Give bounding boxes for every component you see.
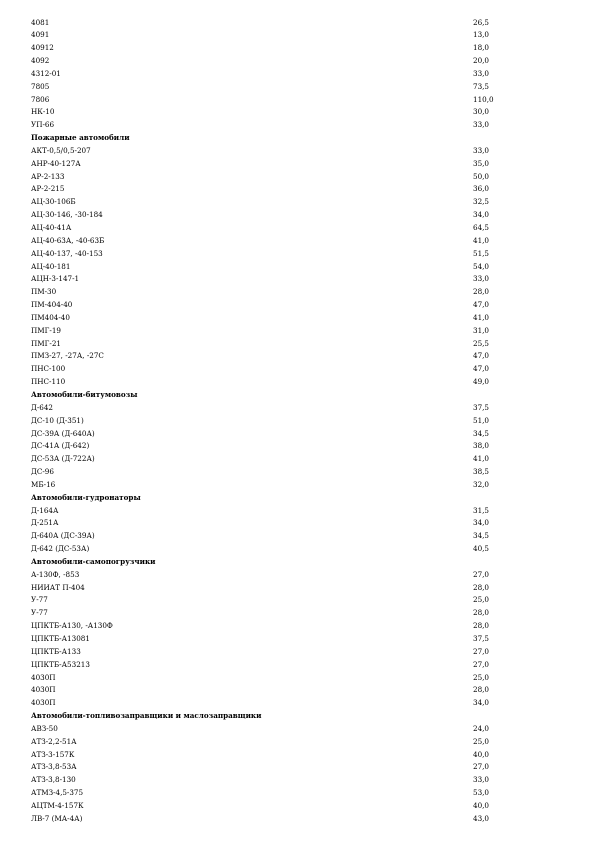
table-row <box>31 55 517 68</box>
table-row <box>31 659 517 672</box>
table-row <box>31 209 517 222</box>
norm-value: 36,0 <box>473 184 490 194</box>
table-row <box>31 325 517 338</box>
norm-value: 38,0 <box>473 441 490 451</box>
norm-value: 37,5 <box>473 634 490 643</box>
norm-value: 64,5 <box>473 223 490 232</box>
vehicle-model: Д-640А (ДС-39А) <box>31 531 95 541</box>
norm-value: 40,0 <box>473 800 490 810</box>
vehicle-model: АТЗ-3,8-53А <box>31 762 77 772</box>
norm-value: 28,0 <box>473 287 490 297</box>
vehicle-model: ПМГ-21 <box>31 338 61 348</box>
vehicle-model: АЦН-3-147-1 <box>31 274 80 284</box>
norm-value: 51,0 <box>473 415 490 425</box>
norm-value: 25,5 <box>473 338 490 348</box>
norm-value <box>473 132 517 145</box>
table-row <box>31 94 517 107</box>
section-header-row <box>31 389 517 402</box>
table-row <box>31 569 517 582</box>
table-row <box>31 17 517 30</box>
table-row <box>31 543 517 556</box>
norm-value: 28,0 <box>473 582 490 592</box>
norm-value: 37,5 <box>473 402 490 412</box>
norm-value: 31,0 <box>473 325 490 335</box>
table-row <box>31 736 517 749</box>
vehicle-model: ДС-39А (Д-640А) <box>31 428 95 438</box>
table-row <box>31 672 517 685</box>
table-row <box>31 428 517 441</box>
vehicle-model: ЦПКТБ-А53213 <box>31 659 90 669</box>
table-row <box>31 761 517 774</box>
section-title: Автомобили-гудронаторы <box>31 492 141 502</box>
norm-value: 28,0 <box>473 685 490 695</box>
table-row <box>31 261 517 274</box>
vehicle-model: НИИАТ П-404 <box>31 582 85 592</box>
norm-value: 38,5 <box>473 467 490 477</box>
norm-value: 25,0 <box>473 672 490 682</box>
vehicle-model: АТЗ-3,8-130 <box>31 775 76 785</box>
norm-value: 32,0 <box>473 479 490 489</box>
norm-value: 47,0 <box>473 364 490 374</box>
vehicle-model: АТМЗ-4,5-375 <box>31 788 84 798</box>
table-row <box>31 505 517 518</box>
vehicle-model: 4092 <box>31 56 50 66</box>
vehicle-model: Д-642 (ДС-53А) <box>31 544 90 554</box>
norm-value: 54,0 <box>473 261 490 271</box>
vehicle-model: 4030П <box>31 685 56 695</box>
norm-value: 32,5 <box>473 197 490 207</box>
norm-value: 33,0 <box>473 68 490 78</box>
table-row <box>31 723 517 736</box>
norm-value: 27,0 <box>473 569 490 579</box>
section-header-row <box>31 132 517 145</box>
table-row <box>31 42 517 55</box>
norm-value: 41,0 <box>473 312 490 322</box>
vehicle-model: Д-251А <box>31 518 59 528</box>
table-row <box>31 402 517 415</box>
norm-value: 30,0 <box>473 107 490 117</box>
norm-value: 33,0 <box>473 145 490 155</box>
norm-value: 33,0 <box>473 775 490 785</box>
norm-value: 34,0 <box>473 518 490 528</box>
norm-value: 50,0 <box>473 171 490 181</box>
vehicle-model: АТЗ-2,2-51А <box>31 736 77 746</box>
table-row <box>31 299 517 312</box>
vehicle-model: 4312-01 <box>31 68 61 78</box>
table-row <box>31 29 517 42</box>
vehicle-model: АЦ-30-146, -30-184 <box>31 210 103 220</box>
norm-value: 40,0 <box>473 749 490 759</box>
table-row <box>31 684 517 697</box>
table-row <box>31 376 517 389</box>
section-title: Автомобили-топливозаправщики и маслозаправщики <box>31 711 262 721</box>
norm-value: 35,0 <box>473 158 490 168</box>
vehicle-model: 40912 <box>31 43 54 53</box>
norm-value: 25,0 <box>473 595 490 605</box>
table-row <box>31 607 517 620</box>
norm-value: 27,0 <box>473 646 490 656</box>
fuel-norms-table-body <box>31 17 517 826</box>
norm-value: 49,0 <box>473 377 490 387</box>
norm-value: 34,5 <box>473 428 490 438</box>
vehicle-model: У-77 <box>31 595 48 605</box>
norm-value: 73,5 <box>473 81 490 91</box>
vehicle-model: У-77 <box>31 608 48 618</box>
vehicle-model: ДС-10 (Д-351) <box>31 415 84 425</box>
table-row <box>31 363 517 376</box>
vehicle-model: АЦ-40-63А, -40-63Б <box>31 235 105 245</box>
vehicle-model: 4030П <box>31 672 56 682</box>
vehicle-model: ЛВ-7 (МА-4А) <box>31 813 83 823</box>
vehicle-model: ПМ-404-40 <box>31 300 73 310</box>
table-row <box>31 530 517 543</box>
table-row <box>31 582 517 595</box>
norm-value: 51,5 <box>473 248 490 258</box>
vehicle-model: МБ-16 <box>31 479 56 489</box>
norm-value: 53,0 <box>473 788 490 798</box>
vehicle-model: 4081 <box>31 17 50 27</box>
norm-value: 110,0 <box>473 94 494 104</box>
vehicle-model: ПМ-30 <box>31 287 57 297</box>
vehicle-model: АЦ-30-106Б <box>31 197 76 207</box>
table-row <box>31 183 517 196</box>
vehicle-model: ЦПКТБ-А13081 <box>31 634 90 643</box>
norm-value: 28,0 <box>473 608 490 618</box>
section-title: Пожарные автомобили <box>31 133 130 143</box>
vehicle-model: АВЗ-50 <box>31 723 58 733</box>
vehicle-model: АКТ-0,5/0,5-207 <box>31 145 91 155</box>
table-row <box>31 68 517 81</box>
vehicle-model: АТЗ-3-157К <box>31 749 75 759</box>
table-row <box>31 646 517 659</box>
vehicle-model: АЦТМ-4-157К <box>31 800 84 810</box>
table-row <box>31 196 517 209</box>
vehicle-model: ЦПКТБ-А133 <box>31 646 81 656</box>
norm-value: 47,0 <box>473 300 490 310</box>
norm-value: 27,0 <box>473 659 490 669</box>
fuel-norms-table <box>31 17 517 826</box>
table-row <box>31 787 517 800</box>
vehicle-model: ПМ404-40 <box>31 312 70 322</box>
section-header-row <box>31 556 517 569</box>
table-row <box>31 248 517 261</box>
section-header-row <box>31 710 517 723</box>
vehicle-model: А-130Ф, -853 <box>31 569 80 579</box>
table-row <box>31 235 517 248</box>
vehicle-model: ДС-96 <box>31 467 54 477</box>
norm-value: 34,5 <box>473 531 490 541</box>
table-row <box>31 440 517 453</box>
norm-value: 33,0 <box>473 274 490 284</box>
table-row <box>31 594 517 607</box>
vehicle-model: АЦ-40-137, -40-153 <box>31 248 103 258</box>
vehicle-model: АНР-40-127А <box>31 158 81 168</box>
table-row <box>31 145 517 158</box>
vehicle-model: ПМГ-19 <box>31 325 61 335</box>
table-row <box>31 106 517 119</box>
norm-value <box>473 492 517 505</box>
norm-value: 34,0 <box>473 210 490 220</box>
vehicle-model: ПМЗ-27, -27А, -27С <box>31 351 104 361</box>
norm-value: 34,0 <box>473 698 490 708</box>
norm-value <box>473 389 517 402</box>
table-row <box>31 415 517 428</box>
vehicle-model: Д-642 <box>31 402 53 412</box>
vehicle-model: 7806 <box>31 94 50 104</box>
norm-value: 20,0 <box>473 56 490 66</box>
section-title: Автомобили-битумовозы <box>31 389 138 399</box>
norm-value: 24,0 <box>473 723 490 733</box>
norm-value: 33,0 <box>473 120 490 130</box>
table-row <box>31 517 517 530</box>
table-row <box>31 286 517 299</box>
norm-value: 47,0 <box>473 351 490 361</box>
vehicle-model: ДС-41А (Д-642) <box>31 441 90 451</box>
norm-value: 41,0 <box>473 235 490 245</box>
norm-value: 31,5 <box>473 505 490 515</box>
norm-value: 41,0 <box>473 454 490 464</box>
table-row <box>31 119 517 132</box>
table-row <box>31 466 517 479</box>
norm-value: 43,0 <box>473 813 490 823</box>
table-row <box>31 171 517 184</box>
table-row <box>31 312 517 325</box>
vehicle-model: 7805 <box>31 81 50 91</box>
table-row <box>31 479 517 492</box>
table-row <box>31 338 517 351</box>
norm-value: 28,0 <box>473 621 490 631</box>
table-row <box>31 620 517 633</box>
table-row <box>31 158 517 171</box>
vehicle-model: АР-2-215 <box>31 184 65 194</box>
section-title: Автомобили-самопогрузчики <box>31 556 156 566</box>
table-row <box>31 813 517 826</box>
table-row <box>31 800 517 813</box>
table-row <box>31 81 517 94</box>
norm-value: 27,0 <box>473 762 490 772</box>
vehicle-model: ДС-53А (Д-722А) <box>31 454 95 464</box>
vehicle-model: АЦ-40-181 <box>31 261 71 271</box>
vehicle-model: 4091 <box>31 30 50 40</box>
table-row <box>31 273 517 286</box>
norm-value: 40,5 <box>473 544 490 554</box>
vehicle-model: ПНС-110 <box>31 377 66 387</box>
table-row <box>31 749 517 762</box>
vehicle-model: АЦ-40-41А <box>31 223 72 232</box>
section-header-row <box>31 492 517 505</box>
vehicle-model: АР-2-133 <box>31 171 65 181</box>
table-row <box>31 697 517 710</box>
table-row <box>31 453 517 466</box>
table-row <box>31 633 517 646</box>
vehicle-model: УП-66 <box>31 120 55 130</box>
norm-value <box>473 556 517 569</box>
vehicle-model: Д-164А <box>31 505 59 515</box>
norm-value: 13,0 <box>473 30 490 40</box>
norm-value <box>473 710 517 723</box>
vehicle-model: НК-10 <box>31 107 55 117</box>
table-row <box>31 222 517 235</box>
table-row <box>31 774 517 787</box>
table-row <box>31 350 517 363</box>
vehicle-model: ПНС-100 <box>31 364 66 374</box>
vehicle-model: 4030П <box>31 698 56 708</box>
vehicle-model: ЦПКТБ-А130, -А130Ф <box>31 621 113 631</box>
norm-value: 26,5 <box>473 17 490 27</box>
norm-value: 25,0 <box>473 736 490 746</box>
norm-value: 18,0 <box>473 43 490 53</box>
